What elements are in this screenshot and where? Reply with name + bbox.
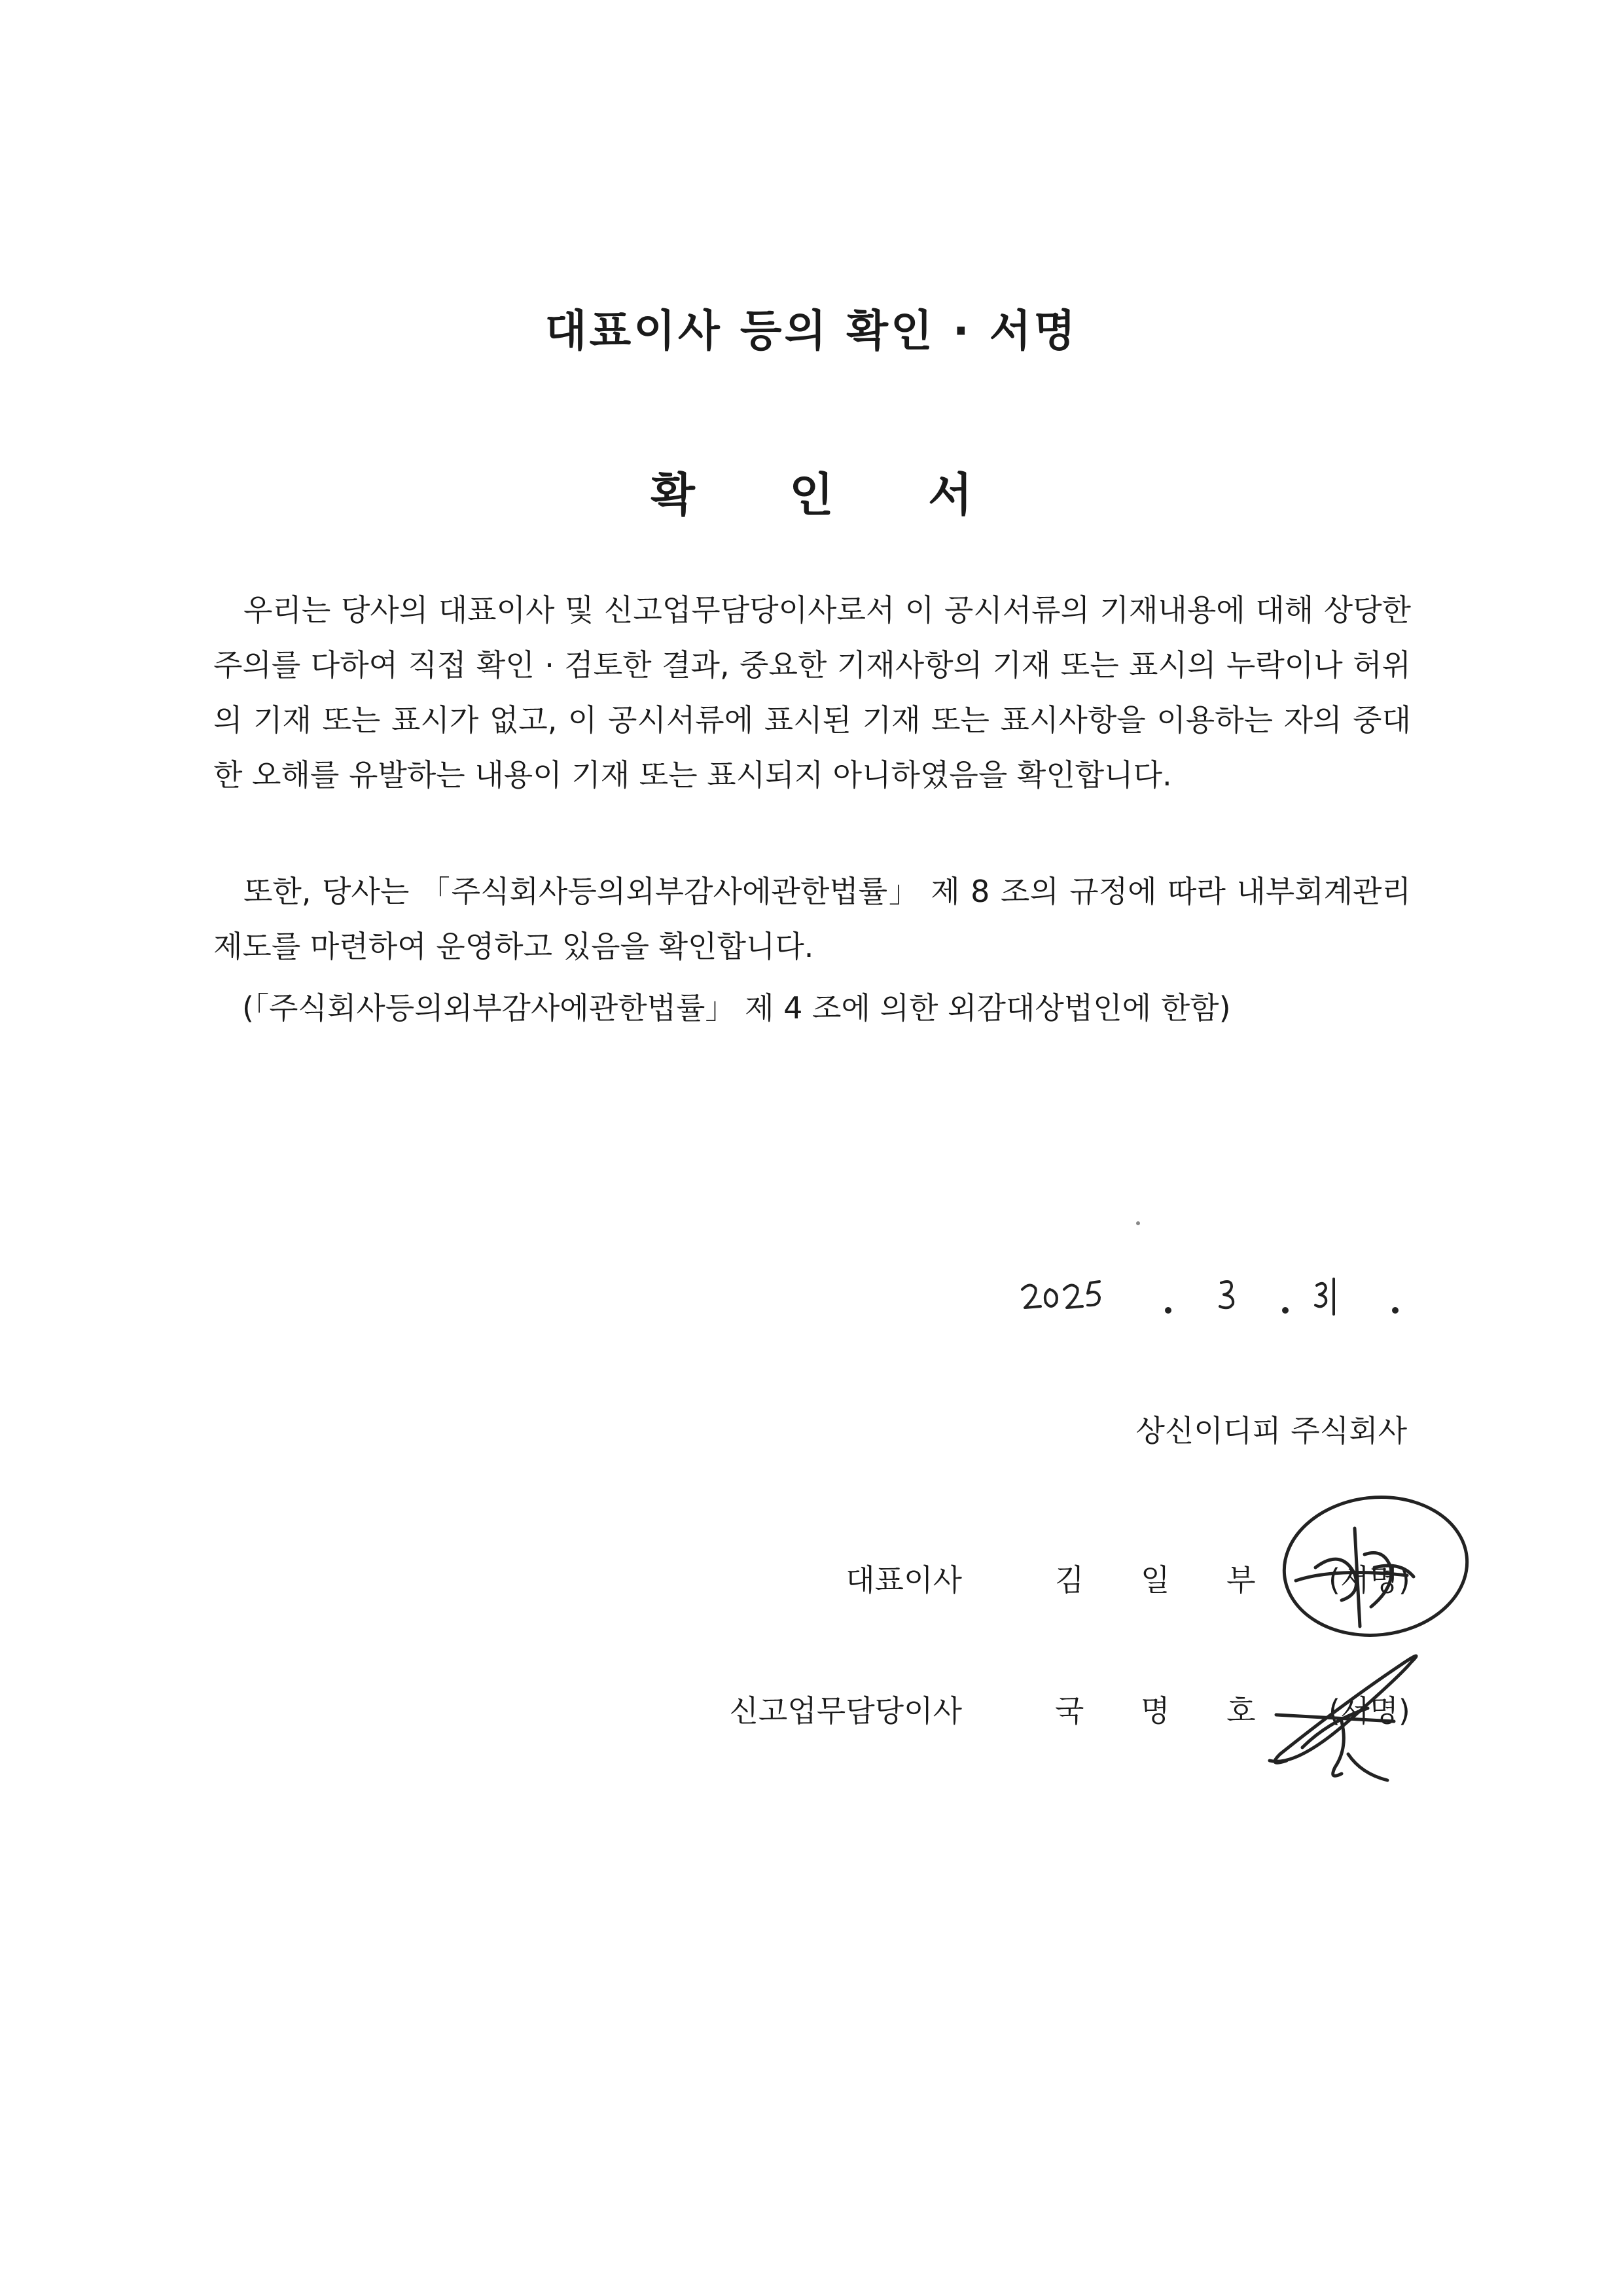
signature-label: (서명)	[1329, 1562, 1410, 1598]
document-subtitle: 확 인 서	[651, 468, 1012, 522]
internal-control-paragraph: 또한, 당사는 「주식회사등의외부감사에관한법률」 제 8 조의 규정에 따라 내부회계관리제도를 마련하여 운영하고 있음을 확인합니다.	[213, 874, 1411, 964]
disclosure-officer-signature	[1263, 1649, 1433, 1793]
applicability-note: (「주식회사등의외부감사에관한법률」 제 4 조에 의한 외감대상법인에 한함)	[242, 990, 1231, 1026]
company-name: 상신이디피 주식회사	[1135, 1413, 1407, 1448]
ceo-signature	[1276, 1489, 1472, 1653]
confirmation-paragraph: 우리는 당사의 대표이사 및 신고업무담당이사로서 이 공시서류의 기재내용에 대해 상당한 주의를 다하여 직접 확인 · 검토한 결과, 중요한 기재사항의 기재 또는 표시의 누락이나 허위의 기재 또는 표시가 없고, 이 공시서류에 표시된 기재 또는 표시사항을 이용하는 자의 중대한 오해를 유발하는 내용이 기재 또는 표시되지 아니하였음을 확인합니다.	[213, 592, 1411, 793]
document-title: 대표이사 등의 확인 · 서명	[544, 306, 1079, 356]
signatory-role: 신고업무담당이사	[729, 1693, 962, 1729]
signatory-role: 대표이사	[846, 1562, 962, 1598]
signatory-name: 김 일 부	[1055, 1562, 1279, 1598]
scan-speck	[1136, 1221, 1140, 1225]
signature-label: (서명)	[1329, 1693, 1410, 1729]
signatory-name: 국 명 호	[1055, 1693, 1279, 1729]
handwritten-date	[1021, 1270, 1414, 1335]
